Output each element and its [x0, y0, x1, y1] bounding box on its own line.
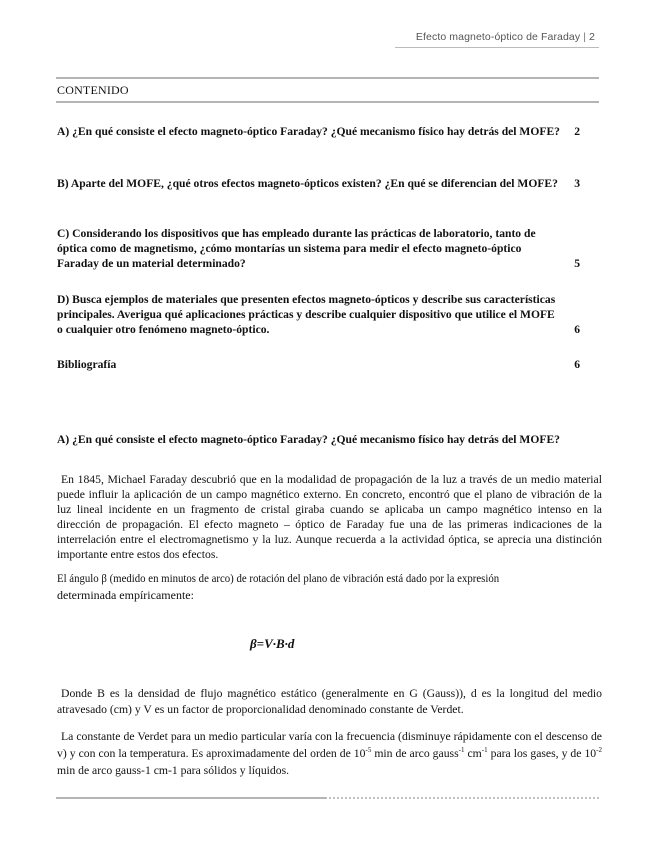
- toc-entry-b[interactable]: [57, 176, 583, 191]
- toc-entry-a[interactable]: [57, 124, 583, 139]
- faraday-formula: β=V·B·d: [250, 636, 295, 651]
- verdet-text: cm: [464, 747, 482, 760]
- toc-entry-page: 6: [574, 358, 580, 371]
- footer-rule: [56, 797, 326, 799]
- verdet-text: min de arco gauss-1 cm-1 para sólidos y líquidos.: [57, 764, 290, 777]
- toc-entry-d[interactable]: [57, 292, 583, 337]
- toc-entry-text: D) Busca ejemplos de materiales que presenten efectos magneto-ópticos y describe sus características principales. Averigua qué aplicaciones prácticas y describe cualquier dispositivo que utilice el MOFE o cualquier otro fenómeno magneto-óptico.: [57, 293, 556, 336]
- contents-heading: CONTENIDO: [57, 83, 129, 97]
- toc-entry-text: Bibliografía: [57, 358, 117, 371]
- toc-entry-c[interactable]: [57, 226, 583, 271]
- toc-entry-text: A) ¿En qué consiste el efecto magneto-óptico Faraday? ¿Qué mecanismo físico hay detrás del MOFE?: [57, 125, 560, 138]
- verdet-text: La constante de Verdet para un medio particular varía con la frecuencia (disminuye rápidamente con el descenso de v) y con con la temperatura. Es aproximadamente del orden de 10: [57, 730, 602, 760]
- toc-entry-page: 2: [574, 125, 580, 138]
- section-a-paragraph-4: [57, 728, 602, 779]
- section-a-paragraph-1: En 1845, Michael Faraday descubrió que en la modalidad de propagación de la luz a través de un medio material puede influir la aplicación de un campo magnético externo. En concreto, encontró que el plano de vibración de la luz lineal incidente en un fragmento de cristal giraba cuando se aplicaba un campo magnético intenso en la dirección de propagación. El efecto magneto – óptico de Faraday fue una de las primeras indicaciones de la interrelación entre el electromagnetismo y la luz. Aunque recuerda a la actividad óptica, se aprecia una distinción importante entre estos dos efectos.: [57, 473, 602, 561]
- header-title: Efecto magneto-óptico de Faraday: [415, 31, 581, 43]
- contents-bottom-rule: [56, 101, 599, 103]
- exponent: -1: [481, 746, 488, 755]
- section-a-paragraph-2: [57, 570, 602, 604]
- angle-definition-continuation: determinada empíricamente:: [57, 588, 194, 602]
- exponent: -5: [365, 746, 372, 755]
- section-a-heading: A) ¿En qué consiste el efecto magneto-óptico Faraday? ¿Qué mecanismo físico hay detrás del MOFE?: [57, 433, 560, 446]
- toc-entry-page: 3: [574, 177, 580, 190]
- verdet-text: min de arco gauss: [371, 747, 459, 760]
- header-page-number: 2: [589, 31, 595, 43]
- toc-entry-text: C) Considerando los dispositivos que has empleado durante las prácticas de laboratorio, tanto de óptica como de magnetismo, ¿cómo montarías un sistema para medir el efecto magneto-óptico Faraday de un material determinado?: [57, 227, 536, 270]
- toc-entry-page: 5: [574, 257, 580, 270]
- header-rule: [395, 47, 599, 48]
- contents-top-rule: [56, 77, 599, 79]
- verdet-text: para los gases, y de 10: [487, 747, 597, 760]
- toc-entry-bibliography[interactable]: [57, 357, 583, 372]
- angle-definition-line: El ángulo β (medido en minutos de arco) de rotación del plano de vibración está dado por la expresión: [57, 571, 500, 585]
- toc-entry-page: 6: [574, 323, 580, 336]
- exponent: -2: [596, 746, 602, 755]
- header-separator: |: [583, 31, 587, 43]
- running-header: [416, 31, 595, 43]
- exponent: -1: [458, 746, 465, 755]
- section-a-paragraph-3: Donde B es la densidad de flujo magnético estático (generalmente en G (Gauss)), d es la longitud del medio atravesado (cm) y V es un factor de proporcionalidad denominado constante de Verdet.: [57, 687, 602, 716]
- toc-entry-text: B) Aparte del MOFE, ¿qué otros efectos magneto-ópticos existen? ¿En qué se diferencian del MOFE?: [57, 177, 558, 190]
